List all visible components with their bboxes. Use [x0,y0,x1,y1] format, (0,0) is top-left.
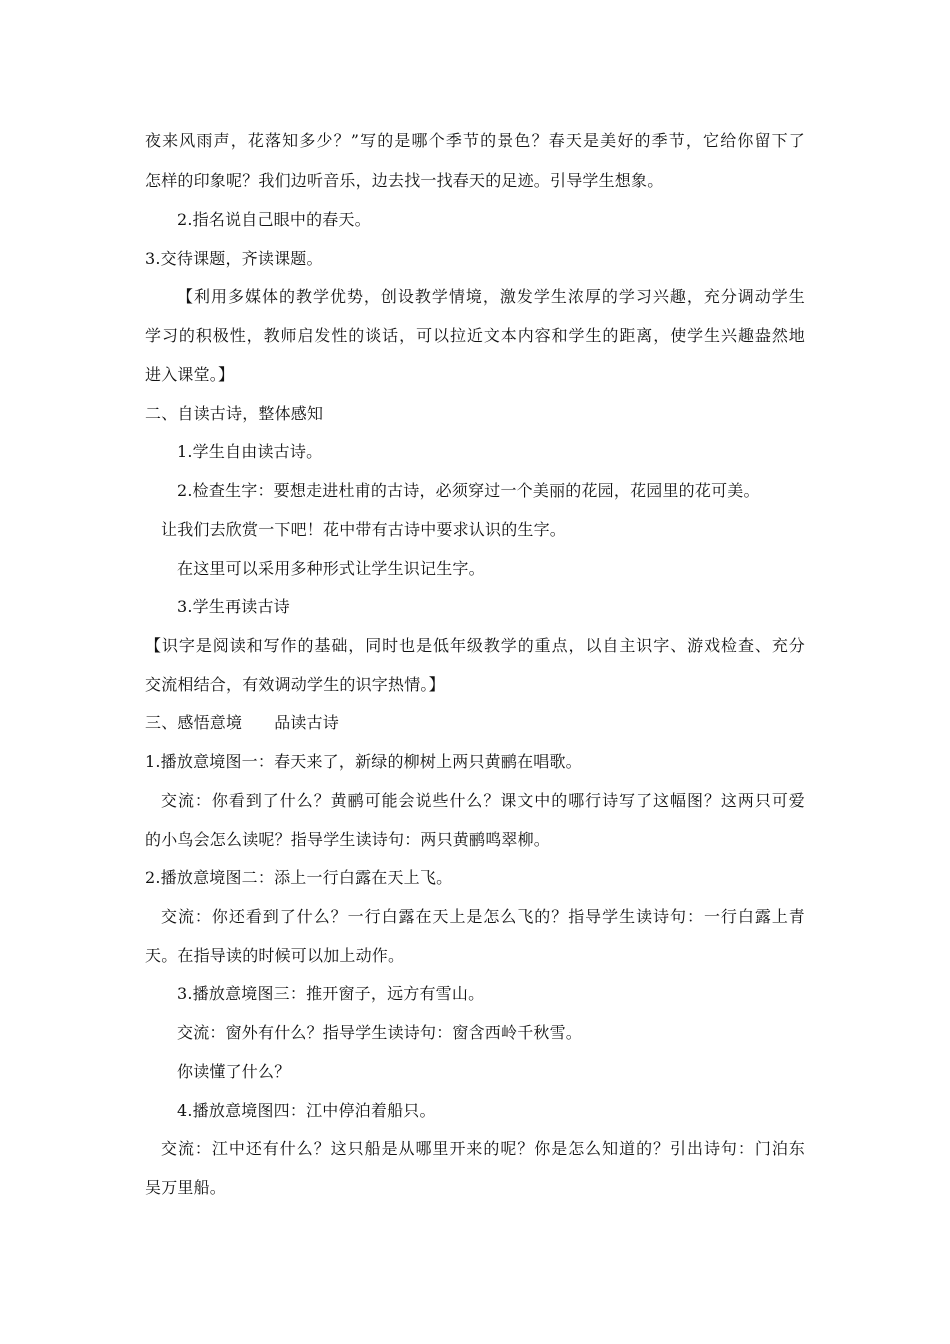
text-line: 夜来风雨声，花落知多少？”写的是哪个季节的景色？春天是美好的季节，它给你留下了 [145,131,805,150]
text-line: 学习的积极性，教师启发性的谈话，可以拉近文本内容和学生的距离，使学生兴趣盎然地 [145,326,805,345]
text-line: 3.播放意境图三：推开窗子，远方有雪山。 [177,984,485,1003]
section-heading [145,713,339,733]
section-heading-part: 三、感悟意境 [145,713,243,732]
text-line: 交流：江中还有什么？这只船是从哪里开来的呢？你是怎么知道的？引出诗句：门泊东 [161,1139,805,1158]
text-line: 交流：窗外有什么？指导学生读诗句：窗含西岭千秋雪。 [177,1023,583,1042]
text-line: 在这里可以采用多种形式让学生识记生字。 [177,559,485,578]
text-line: 天。在指导读的时候可以加上动作。 [145,946,405,965]
text-line: 2.指名说自己眼中的春天。 [177,210,371,229]
text-line: 2.播放意境图二：添上一行白露在天上飞。 [145,868,453,887]
text-line: 交流：你还看到了什么？一行白露在天上是怎么飞的？指导学生读诗句：一行白露上青 [161,907,805,926]
text-line: 1.播放意境图一：春天来了，新绿的柳树上两只黄鹂在唱歌。 [145,752,582,771]
text-line: 交流相结合，有效调动学生的识字热情。】 [145,675,445,694]
section-heading: 二、自读古诗，整体感知 [145,404,324,423]
text-line: 4.播放意境图四：江中停泊着船只。 [177,1101,436,1120]
text-line: 让我们去欣赏一下吧！花中带有古诗中要求认识的生字。 [161,520,567,539]
text-line: 2.检查生字：要想走进杜甫的古诗，必须穿过一个美丽的花园，花园里的花可美。 [177,481,760,500]
text-line: 1.学生自由读古诗。 [177,442,323,461]
text-line: 交流：你看到了什么？黄鹂可能会说些什么？课文中的哪行诗写了这幅图？这两只可爱 [161,791,805,810]
text-line: 吴万里船。 [145,1178,227,1197]
text-line: 怎样的印象呢？我们边听音乐，边去找一找春天的足迹。引导学生想象。 [145,171,664,190]
text-line: 的小鸟会怎么读呢？指导学生读诗句：两只黄鹂鸣翠柳。 [145,830,551,849]
text-line: 你读懂了什么？ [177,1062,291,1081]
section-heading-part: 品读古诗 [274,713,340,732]
text-line: 【识字是阅读和写作的基础，同时也是低年级教学的重点，以自主识字、游戏检查、充分 [145,636,805,655]
text-line: 3.交待课题，齐读课题。 [145,249,323,268]
text-line: 进入课堂。】 [145,365,235,384]
text-line: 【利用多媒体的教学优势，创设教学情境，激发学生浓厚的学习兴趣，充分调动学生 [177,287,805,306]
text-line: 3.学生再读古诗 [177,597,290,616]
